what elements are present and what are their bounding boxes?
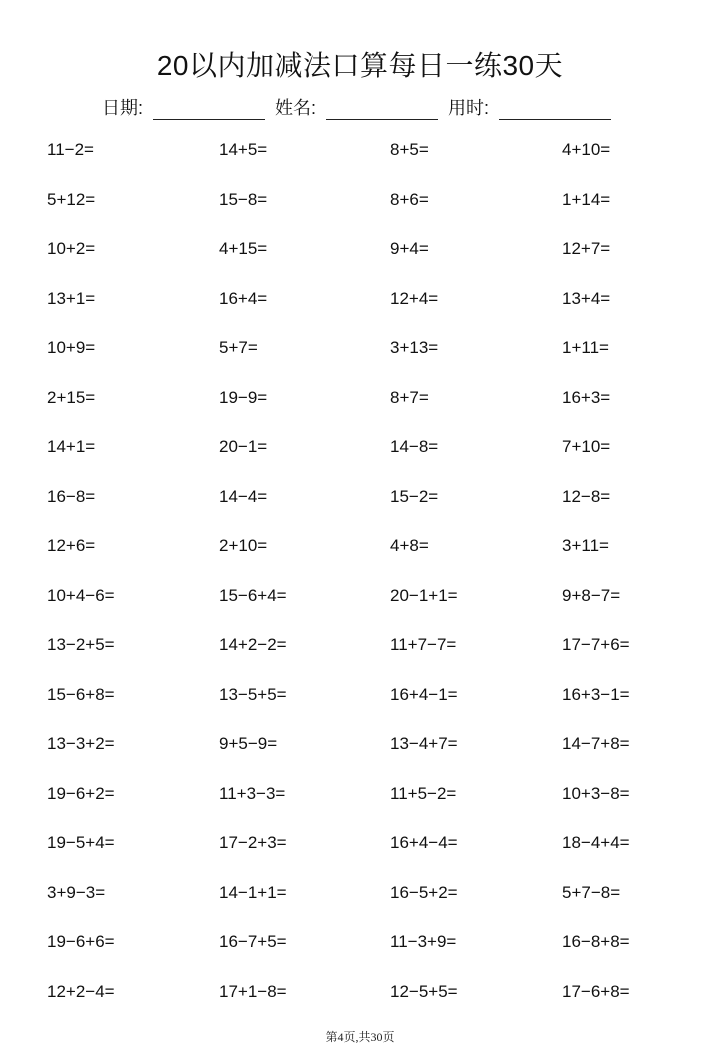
problem: 19−9= bbox=[219, 387, 268, 407]
date-label: 日期: bbox=[102, 98, 144, 118]
problem: 14+5= bbox=[219, 140, 268, 159]
problem: 11−3+9= bbox=[390, 932, 457, 951]
info-row bbox=[102, 96, 621, 120]
problem: 15−6+4= bbox=[219, 585, 287, 605]
date-field bbox=[102, 94, 275, 120]
problem: 10+9= bbox=[47, 338, 96, 357]
problem: 18−4+4= bbox=[562, 833, 630, 852]
problem: 13+4= bbox=[562, 288, 611, 308]
problem: 14−7+8= bbox=[562, 734, 630, 753]
problem-grid bbox=[47, 138, 687, 1029]
problem: 1+14= bbox=[562, 189, 611, 209]
problem: 17−7+6= bbox=[562, 635, 630, 654]
problem: 8+5= bbox=[390, 140, 429, 159]
problem: 8+7= bbox=[390, 387, 429, 407]
problem: 15−2= bbox=[390, 486, 439, 506]
problem: 12−5+5= bbox=[390, 981, 458, 1001]
name-field bbox=[275, 94, 448, 120]
problem: 19−6+2= bbox=[47, 783, 115, 803]
time-field bbox=[448, 94, 621, 120]
problem: 11+3−3= bbox=[219, 783, 286, 803]
problem: 12−8= bbox=[562, 486, 611, 506]
problem: 2+15= bbox=[47, 387, 96, 407]
problem: 16+3−1= bbox=[562, 684, 630, 704]
problem: 16+4−4= bbox=[390, 833, 458, 852]
problem: 9+4= bbox=[390, 239, 429, 258]
problem: 14−8= bbox=[390, 437, 439, 456]
problem: 7+10= bbox=[562, 437, 611, 456]
problem: 11+7−7= bbox=[390, 635, 457, 654]
problem: 14−1+1= bbox=[219, 882, 287, 902]
problem: 15−8= bbox=[219, 189, 268, 209]
problem: 20−1+1= bbox=[390, 585, 458, 605]
problem: 4+8= bbox=[390, 536, 429, 555]
problem: 3+13= bbox=[390, 338, 439, 357]
time-blank-line bbox=[499, 101, 611, 120]
problem: 12+4= bbox=[390, 288, 439, 308]
problem: 16−8+8= bbox=[562, 932, 630, 951]
problem: 13−4+7= bbox=[390, 734, 458, 753]
problem: 14+1= bbox=[47, 437, 96, 456]
problem: 20−1= bbox=[219, 437, 268, 456]
problem: 3+9−3= bbox=[47, 882, 106, 902]
page-footer: 第4页,共30页 bbox=[325, 1030, 395, 1044]
name-label: 姓名: bbox=[275, 98, 317, 118]
problem: 12+2−4= bbox=[47, 981, 115, 1001]
problem: 9+5−9= bbox=[219, 734, 278, 753]
problem: 1+11= bbox=[562, 338, 609, 357]
problem: 12+6= bbox=[47, 536, 96, 555]
problem: 16+3= bbox=[562, 387, 611, 407]
problem: 2+10= bbox=[219, 536, 268, 555]
problem: 13−2+5= bbox=[47, 635, 115, 654]
problem: 4+15= bbox=[219, 239, 268, 258]
problem: 17−2+3= bbox=[219, 833, 287, 852]
problem: 17−6+8= bbox=[562, 981, 630, 1001]
page-title: 20以内加减法口算每日一练30天 bbox=[156, 50, 564, 81]
problem: 13−3+2= bbox=[47, 734, 115, 753]
problem: 12+7= bbox=[562, 239, 611, 258]
problem: 11−2= bbox=[47, 140, 94, 159]
problem: 8+6= bbox=[390, 189, 429, 209]
problem: 10+3−8= bbox=[562, 783, 630, 803]
problem: 5+7−8= bbox=[562, 882, 621, 902]
problem: 13+1= bbox=[47, 288, 96, 308]
problem: 16+4= bbox=[219, 288, 268, 308]
problem: 5+12= bbox=[47, 189, 96, 209]
problem: 13−5+5= bbox=[219, 684, 287, 704]
problem: 15−6+8= bbox=[47, 684, 115, 704]
problem: 4+10= bbox=[562, 140, 611, 159]
problem: 3+11= bbox=[562, 536, 609, 555]
name-blank-line bbox=[326, 101, 438, 120]
problem: 19−5+4= bbox=[47, 833, 115, 852]
problem: 16−8= bbox=[47, 486, 96, 506]
problem: 14+2−2= bbox=[219, 635, 287, 654]
problem: 11+5−2= bbox=[390, 783, 457, 803]
problem: 5+7= bbox=[219, 338, 258, 357]
problem: 16−7+5= bbox=[219, 932, 287, 951]
problem: 19−6+6= bbox=[47, 932, 115, 951]
date-blank-line bbox=[153, 101, 265, 120]
problem: 14−4= bbox=[219, 486, 268, 506]
problem: 16+4−1= bbox=[390, 684, 458, 704]
problem: 17+1−8= bbox=[219, 981, 287, 1001]
problem: 10+4−6= bbox=[47, 585, 115, 605]
problem: 16−5+2= bbox=[390, 882, 458, 902]
time-label: 用时: bbox=[448, 98, 490, 118]
problem: 9+8−7= bbox=[562, 585, 621, 605]
problem: 10+2= bbox=[47, 239, 96, 258]
